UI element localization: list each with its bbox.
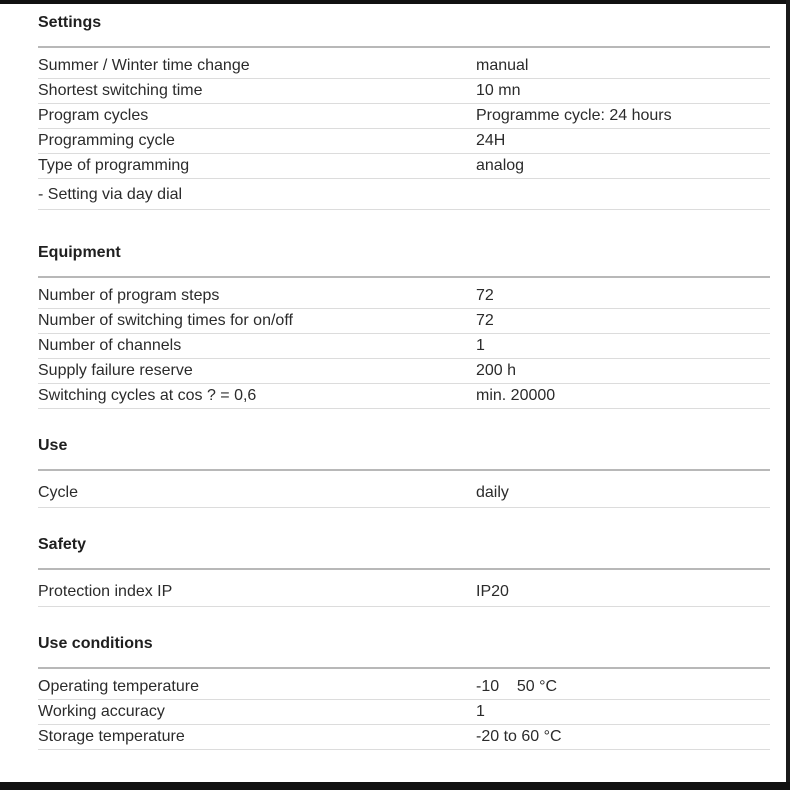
spec-row (38, 309, 770, 334)
spec-value: daily (476, 484, 509, 501)
spec-label: Summer / Winter time change (38, 57, 250, 74)
spec-label: Number of program steps (38, 287, 220, 304)
spec-value: 1 (476, 703, 485, 720)
spec-row (38, 154, 770, 179)
spec-value: analog (476, 157, 525, 174)
spec-label: Cycle (38, 484, 79, 501)
spec-value: 1 (476, 337, 485, 354)
spec-content (38, 10, 770, 750)
spec-value: 10 mn (476, 82, 521, 99)
spec-row (38, 700, 770, 725)
spec-row (38, 477, 770, 508)
spec-value: 24H (476, 132, 506, 149)
spec-row (38, 104, 770, 129)
spec-label: - Setting via day dial (38, 186, 183, 203)
spec-value: Programme cycle: 24 hours (476, 107, 672, 124)
section-equipment (38, 240, 770, 409)
spec-row (38, 576, 770, 607)
spec-value: manual (476, 57, 529, 74)
spec-value (476, 179, 770, 209)
spec-label: Storage temperature (38, 728, 185, 745)
spec-label: Switching cycles at cos ? = 0,6 (38, 387, 257, 404)
section-divider (38, 469, 770, 471)
spec-label: Number of switching times for on/off (38, 312, 293, 329)
spec-row (38, 725, 770, 750)
spec-label: Number of channels (38, 337, 182, 354)
section-divider (38, 276, 770, 278)
spec-label: Shortest switching time (38, 82, 203, 99)
spec-row (38, 359, 770, 384)
section-use-conditions (38, 631, 770, 750)
section-use (38, 433, 770, 508)
spec-row (38, 54, 770, 79)
spec-row (38, 334, 770, 359)
bottom-border (0, 782, 790, 790)
spec-label: Programming cycle (38, 132, 175, 149)
spec-label: Program cycles (38, 107, 149, 124)
section-settings (38, 10, 770, 210)
spec-value: 72 (476, 312, 494, 329)
spec-label: Working accuracy (38, 703, 165, 720)
spec-row (38, 284, 770, 309)
spec-label: Supply failure reserve (38, 362, 193, 379)
section-divider (38, 667, 770, 669)
section-title: Equipment (38, 244, 121, 261)
spec-value: -20 to 60 °C (476, 728, 562, 745)
section-safety (38, 532, 770, 607)
top-border (0, 0, 790, 4)
spec-value: min. 20000 (476, 387, 556, 404)
spec-value: IP20 (476, 583, 509, 600)
spec-label: Operating temperature (38, 678, 199, 695)
section-divider (38, 46, 770, 48)
spec-row (38, 129, 770, 154)
spec-value: 200 h (476, 362, 517, 379)
spec-value: -10 50 °C (476, 678, 558, 695)
section-title: Safety (38, 536, 87, 553)
spec-label: Protection index IP (38, 583, 173, 600)
spec-row (38, 384, 770, 409)
spec-row (38, 179, 770, 210)
section-title: Settings (38, 14, 102, 31)
section-title: Use conditions (38, 635, 153, 652)
section-title: Use (38, 437, 68, 454)
right-border (786, 0, 790, 790)
spec-label: Type of programming (38, 157, 190, 174)
section-divider (38, 568, 770, 570)
spec-row (38, 675, 770, 700)
spec-row (38, 79, 770, 104)
spec-value: 72 (476, 287, 494, 304)
